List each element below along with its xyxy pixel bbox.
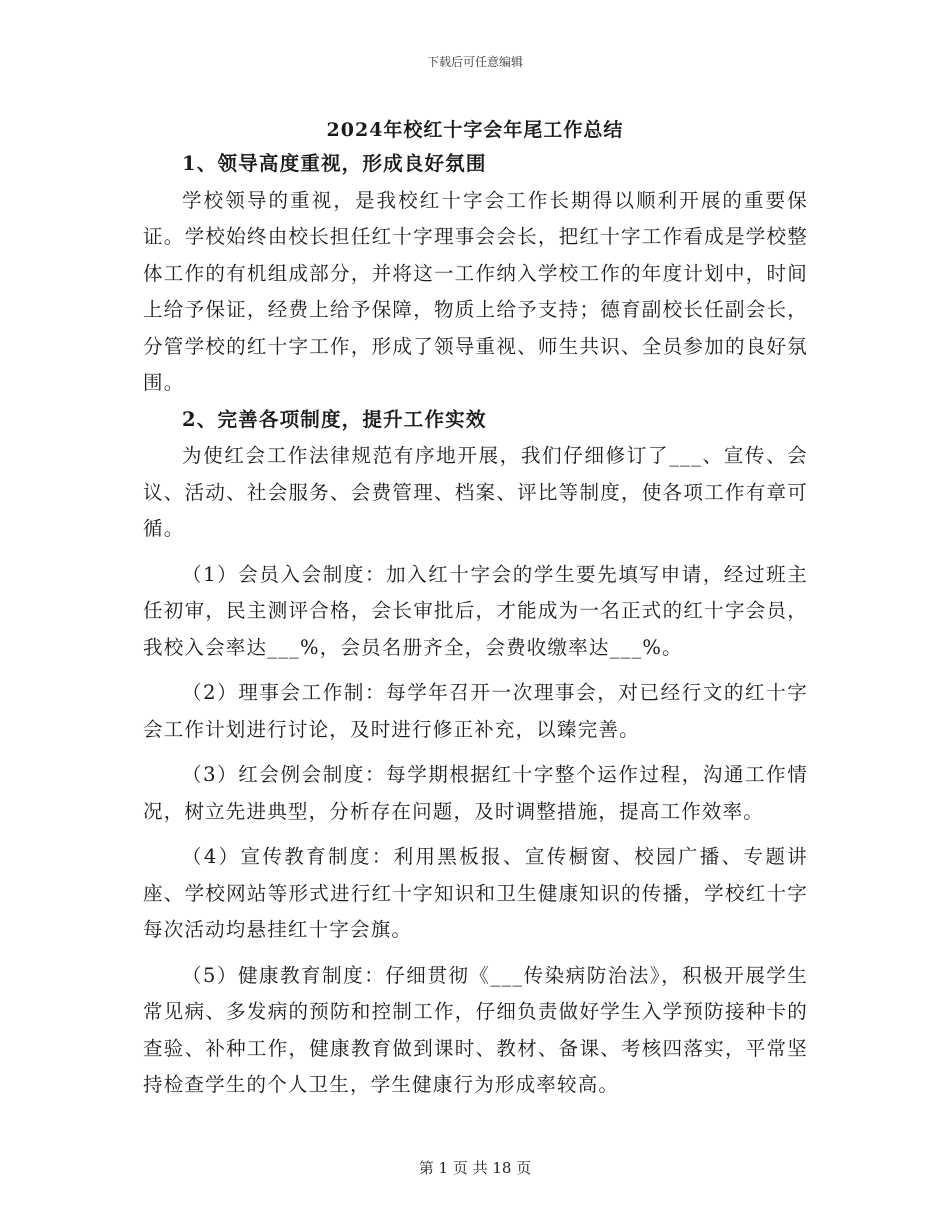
header-note: 下载后可任意编辑 <box>426 55 523 69</box>
section-1-heading: 1、领导高度重视，形成良好氛围 <box>182 152 487 175</box>
document-title: 2024年校红十字会年尾工作总结 <box>326 119 624 141</box>
page-footer: 第 1 页 共 18 页 <box>418 1159 532 1177</box>
council-rule-paragraph: （2）理事会工作制：每学年召开一次理事会，对已经行文的红十字会工作计划进行讨论，及时进行修正补充，以臻完善。 <box>143 681 808 741</box>
membership-rule-paragraph: （1）会员入会制度：加入红十字会的学生要先填写申请，经过班主任初审，民主测评合格，会长审批后，才能成为一名正式的红十字会员，我校入会率达___%，会员名册齐全，会费收缴率达___%。 <box>143 562 808 659</box>
health-rule-paragraph: （5）健康教育制度：仔细贯彻《___传染病防治法》，积极开展学生常见病、多发病的预防和控制工作，仔细负责做好学生入学预防接种卡的查验、补种工作，健康教育做到课时、教材、备课、考核四落实，平常坚持检查学生的个人卫生，学生健康行为形成率较高。 <box>143 963 808 1096</box>
section-2-intro-paragraph: 为使红会工作法律规范有序地开展，我们仔细修订了___、宣传、会议、活动、社会服务、会费管理、档案、评比等制度，使各项工作有章可循。 <box>143 444 808 540</box>
section-1-paragraph: 学校领导的重视，是我校红十字会工作长期得以顺利开展的重要保证。学校始终由校长担任红十字理事会会长，把红十字工作看成是学校整体工作的有机组成部分，并将这一工作纳入学校工作的年度计划中，时间上给予保证，经费上给予保障，物质上给予支持；德育副校长任副会长，分管学校的红十字工作，形成了领导重视、师生共识、全员参加的良好氛围。 <box>143 188 808 394</box>
section-2-heading: 2、完善各项制度，提升工作实效 <box>182 407 487 431</box>
document-body <box>143 146 808 1104</box>
meeting-rule-paragraph: （3）红会例会制度：每学期根据红十字整个运作过程，沟通工作情况，树立先进典型，分析存在问题，及时调整措施，提高工作效率。 <box>143 763 808 823</box>
publicity-rule-paragraph: （4）宣传教育制度：利用黑板报、宣传橱窗、校园广播、专题讲座、学校网站等形式进行红十字知识和卫生健康知识的传播，学校红十字每次活动均悬挂红十字会旗。 <box>143 845 808 941</box>
